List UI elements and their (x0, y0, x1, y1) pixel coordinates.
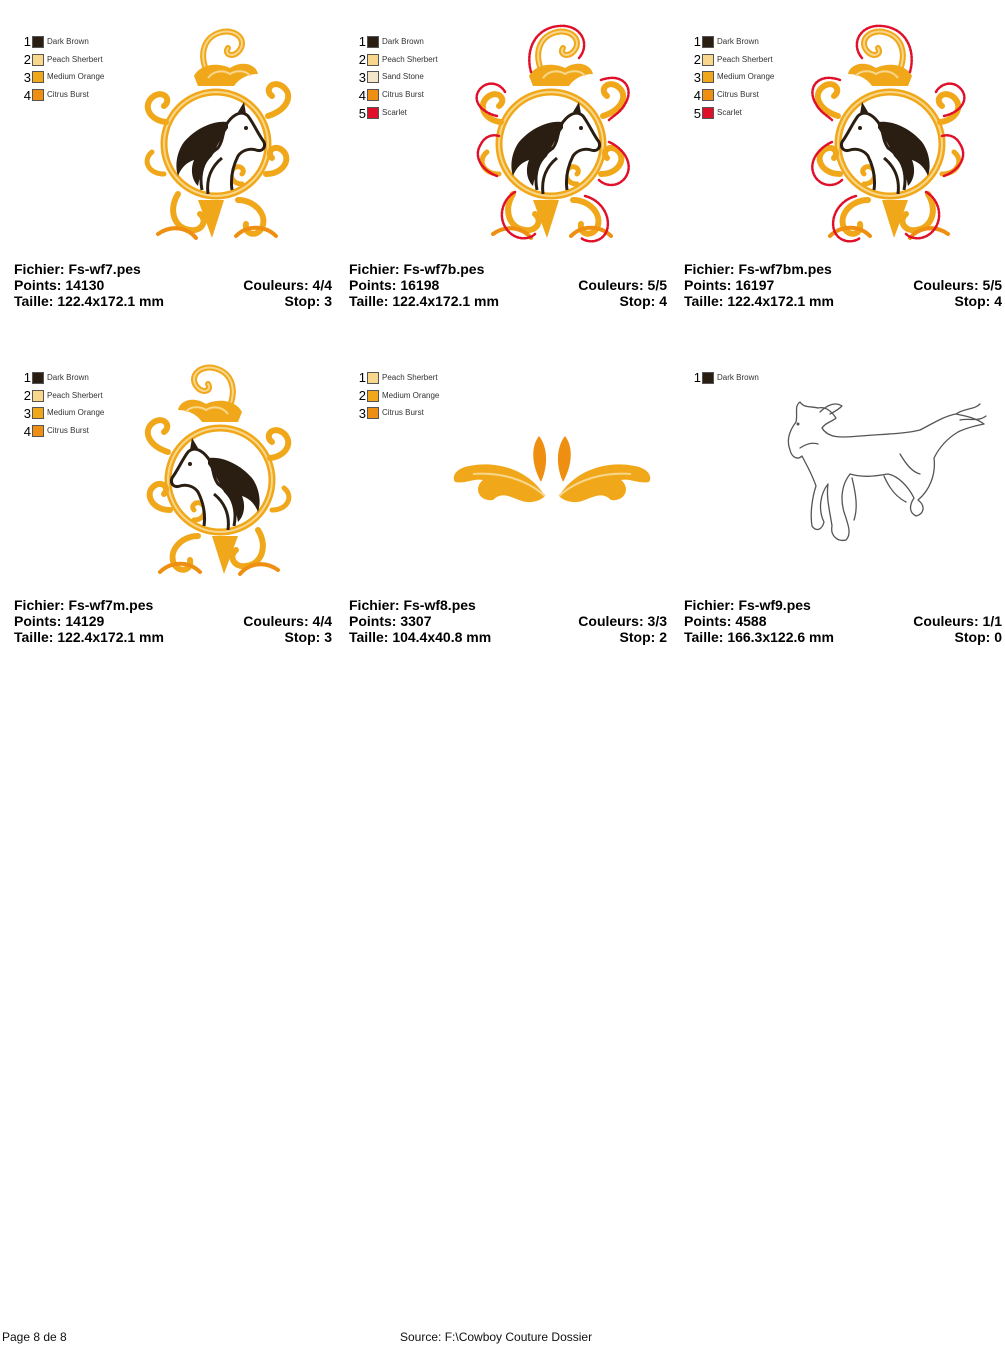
color-swatch (32, 89, 44, 101)
legend-number: 4 (693, 87, 701, 103)
color-name: Citrus Burst (47, 90, 89, 100)
color-name: Peach Sherbert (47, 390, 103, 400)
stop-value: 4 (994, 293, 1002, 309)
legend-number: 1 (23, 34, 31, 50)
file-label: Fichier: (349, 597, 404, 613)
size-value: 122.4x172.1 mm (57, 629, 164, 645)
legend-item (688, 69, 774, 87)
page-number: Page 8 de 8 (2, 1330, 67, 1344)
size-value: 104.4x40.8 mm (392, 629, 492, 645)
color-legend (353, 33, 438, 122)
colors-label: Couleurs: (578, 613, 648, 629)
legend-item (18, 51, 104, 69)
stop-value: 2 (659, 629, 667, 645)
horse-frame-border-mirror-design (808, 24, 968, 246)
legend-item (688, 369, 759, 387)
color-swatch (367, 36, 379, 48)
stop-label: Stop: (954, 629, 995, 645)
legend-item (353, 369, 439, 387)
legend-number: 2 (693, 52, 701, 68)
legend-item (353, 69, 438, 87)
design-info (14, 261, 332, 309)
color-legend (18, 33, 104, 104)
file-name: Fs-wf7bm.pes (738, 261, 832, 277)
legend-number: 4 (358, 87, 366, 103)
colors-label: Couleurs: (243, 613, 313, 629)
colors-label: Couleurs: (243, 277, 313, 293)
color-name: Dark Brown (47, 36, 89, 46)
color-name: Sand Stone (382, 72, 424, 82)
colors-label: Couleurs: (578, 277, 648, 293)
color-swatch (367, 407, 379, 419)
color-swatch (367, 54, 379, 66)
legend-number: 1 (23, 370, 31, 386)
stop-label: Stop: (954, 293, 995, 309)
legend-number: 4 (23, 87, 31, 103)
color-name: Scarlet (382, 108, 407, 118)
color-swatch (702, 89, 714, 101)
color-name: Medium Orange (47, 408, 105, 418)
color-name: Peach Sherbert (717, 54, 773, 64)
color-name: Medium Orange (47, 72, 105, 82)
horse-frame-border-design (473, 24, 633, 246)
design-card-5 (349, 344, 667, 644)
color-swatch (32, 71, 44, 83)
legend-item (688, 33, 774, 51)
color-swatch (32, 372, 44, 384)
size-value: 122.4x172.1 mm (392, 293, 499, 309)
legend-item (353, 104, 438, 122)
color-name: Scarlet (717, 108, 742, 118)
legend-item (18, 422, 104, 440)
legend-item (688, 86, 774, 104)
stop-value: 4 (659, 293, 667, 309)
color-swatch (32, 425, 44, 437)
size-value: 122.4x172.1 mm (727, 293, 834, 309)
points-label: Points: (14, 277, 66, 293)
color-swatch (367, 372, 379, 384)
color-name: Medium Orange (717, 72, 775, 82)
points-label: Points: (684, 613, 736, 629)
file-name: Fs-wf7m.pes (68, 597, 154, 613)
color-name: Dark Brown (47, 372, 89, 382)
legend-number: 5 (358, 105, 366, 121)
legend-item (353, 405, 439, 423)
legend-number: 2 (358, 388, 366, 404)
legend-item (18, 86, 104, 104)
color-swatch (32, 54, 44, 66)
color-name: Citrus Burst (382, 408, 424, 418)
colors-label: Couleurs: (913, 277, 983, 293)
design-info (684, 597, 1002, 645)
points-value: 14130 (65, 277, 105, 293)
points-label: Points: (684, 277, 736, 293)
legend-item (18, 369, 104, 387)
legend-number: 3 (23, 69, 31, 85)
legend-number: 2 (23, 388, 31, 404)
points-value: 16198 (400, 277, 440, 293)
design-card-1 (14, 8, 332, 308)
size-label: Taille: (14, 629, 58, 645)
legend-number: 3 (693, 69, 701, 85)
stop-label: Stop: (619, 293, 660, 309)
stop-label: Stop: (284, 629, 325, 645)
color-legend (353, 369, 439, 422)
color-legend (18, 369, 104, 440)
source-path: Source: F:\Cowboy Couture Dossier (400, 1330, 593, 1344)
leaf-ornament-design (449, 430, 655, 510)
colors-value: 4/4 (312, 613, 332, 629)
legend-number: 2 (358, 52, 366, 68)
legend-number: 4 (23, 423, 31, 439)
points-value: 3307 (400, 613, 432, 629)
color-name: Peach Sherbert (382, 372, 438, 382)
color-name: Peach Sherbert (382, 54, 438, 64)
design-card-3 (684, 8, 1002, 308)
colors-value: 4/4 (312, 277, 332, 293)
legend-item (18, 33, 104, 51)
file-label: Fichier: (14, 261, 69, 277)
stop-value: 0 (994, 629, 1002, 645)
size-label: Taille: (14, 293, 58, 309)
color-swatch (367, 89, 379, 101)
file-label: Fichier: (684, 261, 739, 277)
legend-number: 5 (693, 105, 701, 121)
color-legend (688, 369, 759, 387)
file-label: Fichier: (14, 597, 69, 613)
legend-item (688, 104, 774, 122)
file-name: Fs-wf7b.pes (403, 261, 485, 277)
legend-number: 1 (693, 34, 701, 50)
points-value: 14129 (65, 613, 105, 629)
color-swatch (702, 372, 714, 384)
design-card-6 (684, 344, 1002, 644)
legend-number: 3 (358, 69, 366, 85)
color-swatch (702, 71, 714, 83)
size-label: Taille: (349, 293, 393, 309)
color-name: Citrus Burst (717, 90, 759, 100)
color-name: Dark Brown (382, 36, 424, 46)
legend-item (353, 387, 439, 405)
color-swatch (702, 107, 714, 119)
colors-value: 3/3 (647, 613, 667, 629)
color-swatch (702, 54, 714, 66)
legend-item (353, 33, 438, 51)
size-label: Taille: (684, 293, 728, 309)
color-name: Citrus Burst (47, 426, 89, 436)
legend-number: 1 (693, 370, 701, 386)
color-name: Dark Brown (717, 372, 759, 382)
legend-number: 3 (358, 405, 366, 421)
points-value: 4588 (735, 613, 767, 629)
legend-number: 3 (23, 405, 31, 421)
color-swatch (702, 36, 714, 48)
file-name: Fs-wf9.pes (738, 597, 811, 613)
stop-value: 3 (324, 293, 332, 309)
points-label: Points: (349, 277, 401, 293)
color-swatch (32, 390, 44, 402)
color-swatch (32, 407, 44, 419)
design-info (14, 597, 332, 645)
legend-number: 2 (23, 52, 31, 68)
color-name: Dark Brown (717, 36, 759, 46)
legend-item (353, 86, 438, 104)
size-label: Taille: (684, 629, 728, 645)
color-swatch (367, 71, 379, 83)
colors-value: 5/5 (982, 277, 1002, 293)
legend-item (18, 69, 104, 87)
colors-label: Couleurs: (913, 613, 983, 629)
stop-value: 3 (324, 629, 332, 645)
color-name: Citrus Burst (382, 90, 424, 100)
horse-frame-design (138, 24, 298, 246)
size-label: Taille: (349, 629, 393, 645)
legend-item (18, 405, 104, 423)
legend-number: 1 (358, 370, 366, 386)
design-info (349, 597, 667, 645)
legend-item (353, 51, 438, 69)
color-name: Peach Sherbert (47, 54, 103, 64)
stop-label: Stop: (284, 293, 325, 309)
design-card-2 (349, 8, 667, 308)
color-legend (688, 33, 774, 122)
points-label: Points: (14, 613, 66, 629)
file-name: Fs-wf8.pes (403, 597, 476, 613)
colors-value: 5/5 (647, 277, 667, 293)
design-card-4 (14, 344, 332, 644)
points-value: 16197 (735, 277, 775, 293)
file-name: Fs-wf7.pes (68, 261, 141, 277)
file-label: Fichier: (349, 261, 404, 277)
file-label: Fichier: (684, 597, 739, 613)
color-swatch (32, 36, 44, 48)
horse-frame-mirror-design (138, 360, 298, 582)
size-value: 166.3x122.6 mm (727, 629, 834, 645)
running-horse-outline-design (780, 394, 990, 550)
size-value: 122.4x172.1 mm (57, 293, 164, 309)
color-name: Medium Orange (382, 390, 440, 400)
color-swatch (367, 390, 379, 402)
design-info (684, 261, 1002, 309)
legend-item (18, 387, 104, 405)
colors-value: 1/1 (982, 613, 1002, 629)
design-info (349, 261, 667, 309)
legend-number: 1 (358, 34, 366, 50)
stop-label: Stop: (619, 629, 660, 645)
color-swatch (367, 107, 379, 119)
legend-item (688, 51, 774, 69)
points-label: Points: (349, 613, 401, 629)
